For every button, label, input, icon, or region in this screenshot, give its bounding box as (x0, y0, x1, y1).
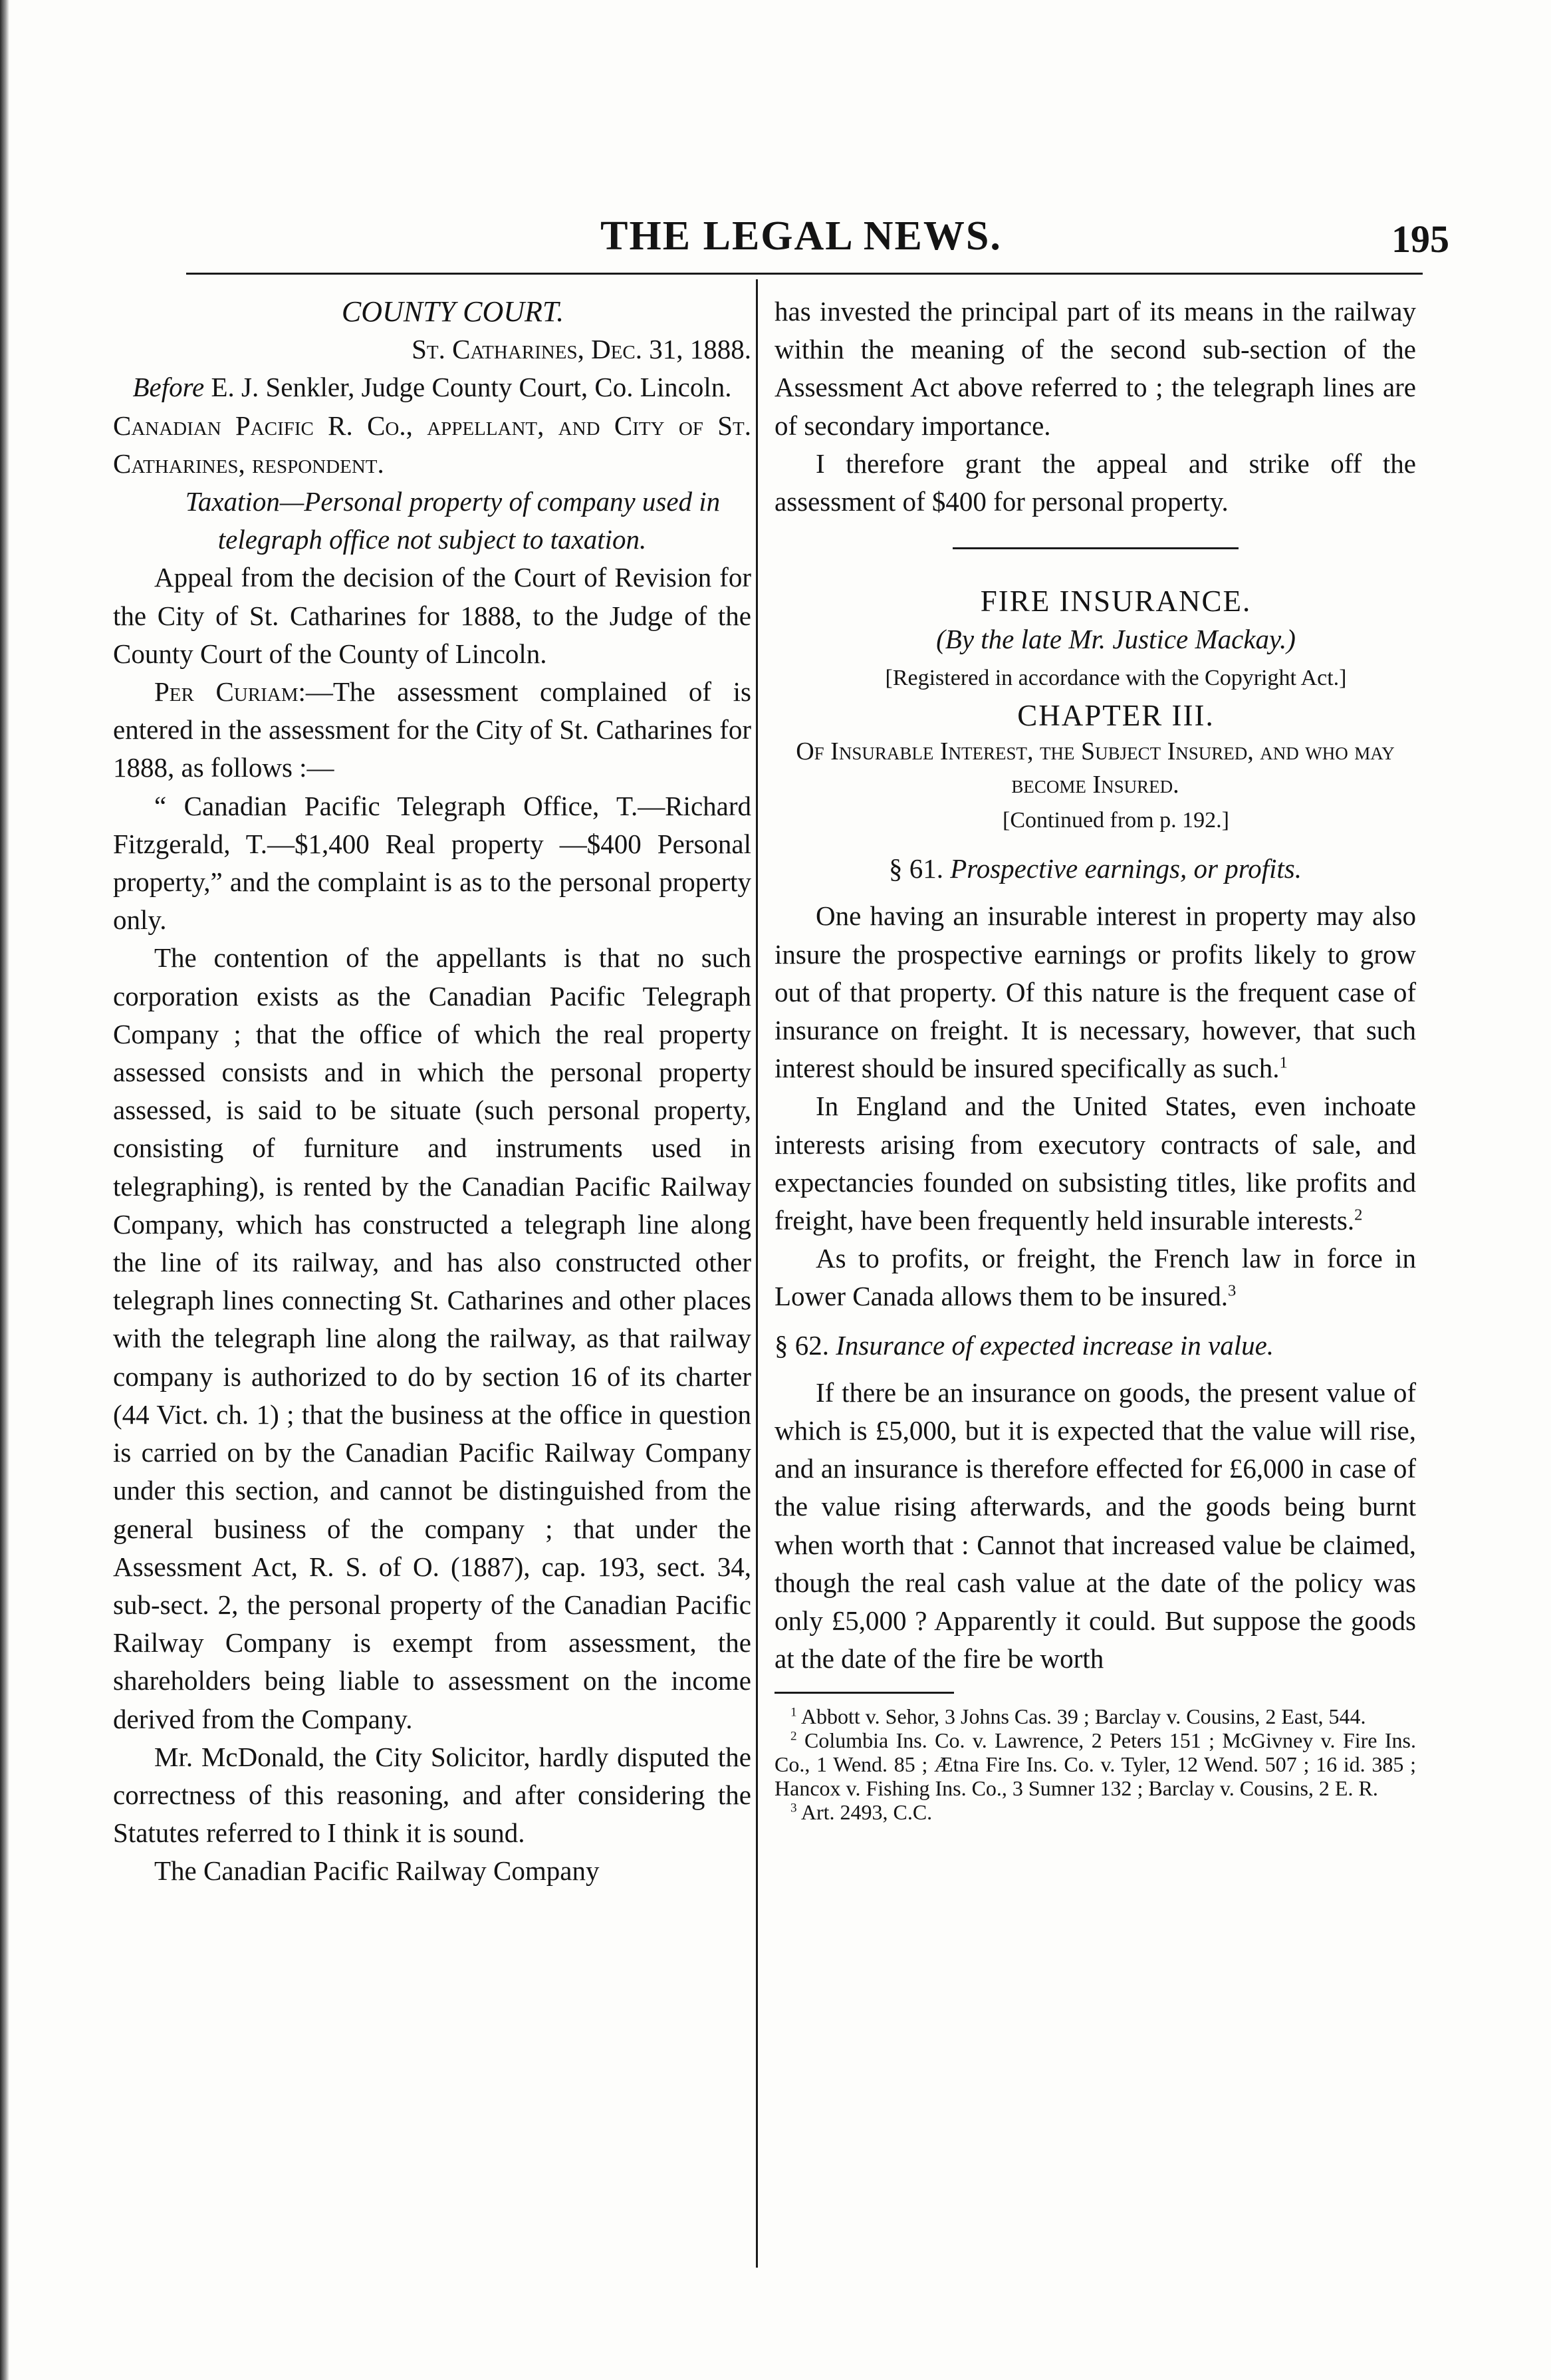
running-head (186, 199, 1449, 273)
mcdonald-paragraph: Mr. McDonald, the City Solicitor, hardly disputed the correctness of this reasoning, and after considering the Statutes referred to I think it is sound. (113, 1741, 751, 1849)
per-curiam-label: Per Curiam (154, 676, 298, 708)
continuation-paragraph: has invested the principal part of its means in the railway within the meaning of the second sub-section of the Assessment Act above referred to ; the telegraph lines are of secondary importance. (775, 296, 1416, 441)
before-line: Before E. J. Senkler, Judge County Court, Co. Lincoln. (132, 372, 732, 403)
section-61-heading: § 61. Prospective earnings, or profits. (888, 853, 1302, 884)
column-rule (756, 279, 758, 2268)
footnotes (775, 1704, 1416, 1824)
grant-paragraph: I therefore grant the appeal and strike off the assessment of $400 for personal property. (775, 448, 1416, 517)
last-line: The Canadian Pacific Railway Company (154, 1855, 600, 1887)
per-curiam-paragraph: Per Curiam:—The assessment complained of is entered in the assessment for the City of St. Catharines for 1888, as follows :— (113, 676, 751, 783)
footnote-ref-2: 2 (1354, 1206, 1363, 1224)
copyright-note: [Registered in accordance with the Copyright Act.] (885, 665, 1347, 690)
section-62-heading: § 62. Insurance of expected increase in value. (775, 1329, 1274, 1361)
footnote: $^2$ Columbia Ins. Co. v. Lawrence, 2 Peters 151 ; McGivney v. Fire Ins. Co., 1 Wend. 85 ; Ætna Fire Ins. Co. v. Tyler, 12 Wend. 507 ; 16 id. 385 ; Hancox v. Fishing Ins. Co., 3 Sumner 132 ; Barclay v. Cousins, 2 E. R. (775, 1728, 1417, 1800)
section-62-paragraph-1: If there be an insurance on goods, the present value of which is £5,000, but it is expected that the value will rise, and an insurance is therefore effected for £6,000 in case of the value rising afterwards, and the goods being burnt when worth that : Cannot that increased value be claimed, though the real cash value at the date of the policy was only £5,000 ? Apparently it could. But suppose the goods at the date of the fire be worth (775, 1377, 1416, 1674)
footnote: $^1$ Abbott v. Sehor, 3 Johns Cas. 39 ; Barclay v. Cousins, 2 East, 544. (790, 1704, 1366, 1728)
fire-insurance-heading: FIRE INSURANCE. (980, 585, 1252, 618)
section-divider (953, 547, 1239, 549)
court-heading: COUNTY COURT. (341, 295, 564, 328)
case-parties: Canadian Pacific R. Co., appellant, and City of St. Catharines, respondent. (113, 410, 751, 479)
appeal-paragraph: Appeal from the decision of the Court of Revision for the City of St. Catharines for 1888, to the Judge of the County Court of the County of Lincoln. (113, 562, 751, 669)
continued-note: [Continued from p. 192.] (1003, 808, 1229, 833)
contention-paragraph: The contention of the appellants is that no such corporation exists as the Canadian Pacific Telegraph Company ; that the office of which the real property assessed consists and in which the personal property assessed, is said to be situate (such personal property, consisting of furniture and instruments used in telegraphing), is rented by the Canadian Pacific Railway Company, which has constructed a telegraph line along the line of its railway, and has also constructed other telegraph lines connecting St. Catharines and other places with the telegraph line along the railway, as that railway company is authorized to do by section 16 of its charter (44 Vict. ch. 1) ; that the business at the office in question is carried on by the Canadian Pacific Railway Company under this section, and cannot be distinguished from the general business of the company ; that under the Assessment Act, R. S. of O. (1887), cap. 193, sect. 34, sub-sect. 2, the personal property of the Canadian Pacific Railway Company is exempt from assessment, the shareholders being liable to assessment on the income derived from the Company. (113, 942, 751, 1734)
footnote-ref-3: 3 (1228, 1281, 1237, 1300)
place-date: St. Catharines, Dec. 31, 1888. (412, 334, 751, 365)
left-column (113, 293, 751, 1891)
chapter-heading: CHAPTER III. (1017, 698, 1215, 732)
right-column (775, 293, 1416, 1824)
running-title: THE LEGAL NEWS. (600, 213, 1002, 259)
section-61-paragraph-1: One having an insurable interest in property may also insure the prospective earnings or profits likely to grow out of that property. Of this nature is the frequent case of insurance on freight. It is necessary, however, that such interest should be insured specifically as such.$^1$ (775, 900, 1416, 1084)
footnote-ref-1: 1 (1279, 1053, 1288, 1072)
byline: (By the late Mr. Justice Mackay.) (936, 624, 1296, 655)
chapter-title: Of Insurable Interest, the Subject Insured, and who may become Insured. (796, 737, 1395, 799)
section-61-paragraph-3: As to profits, or freight, the French law in force in Lower Canada allows them to be insured.$^3$ (775, 1243, 1416, 1312)
page-number: 195 (1391, 217, 1449, 261)
footnote-rule (775, 1692, 954, 1694)
section-61-paragraph-2: In England and the United States, even inchoate interests arising from executory contracts of sale, and expectancies founded on subsisting titles, like profits and freight, have been frequently held insurable interests.$^2$ (775, 1091, 1416, 1236)
header-rule (186, 273, 1423, 275)
quoted-entry: “ Canadian Pacific Telegraph Office, T.—Richard Fitzgerald, T.—$1,400 Real property —$400 Personal property,” and the complaint is as to the personal property only. (113, 790, 751, 936)
scan-edge (0, 0, 9, 2380)
footnote: $^3$ Art. 2493, C.C. (790, 1799, 933, 1824)
headnote: Taxation—Personal property of company used in telegraph office not subject to taxation. (185, 486, 721, 555)
